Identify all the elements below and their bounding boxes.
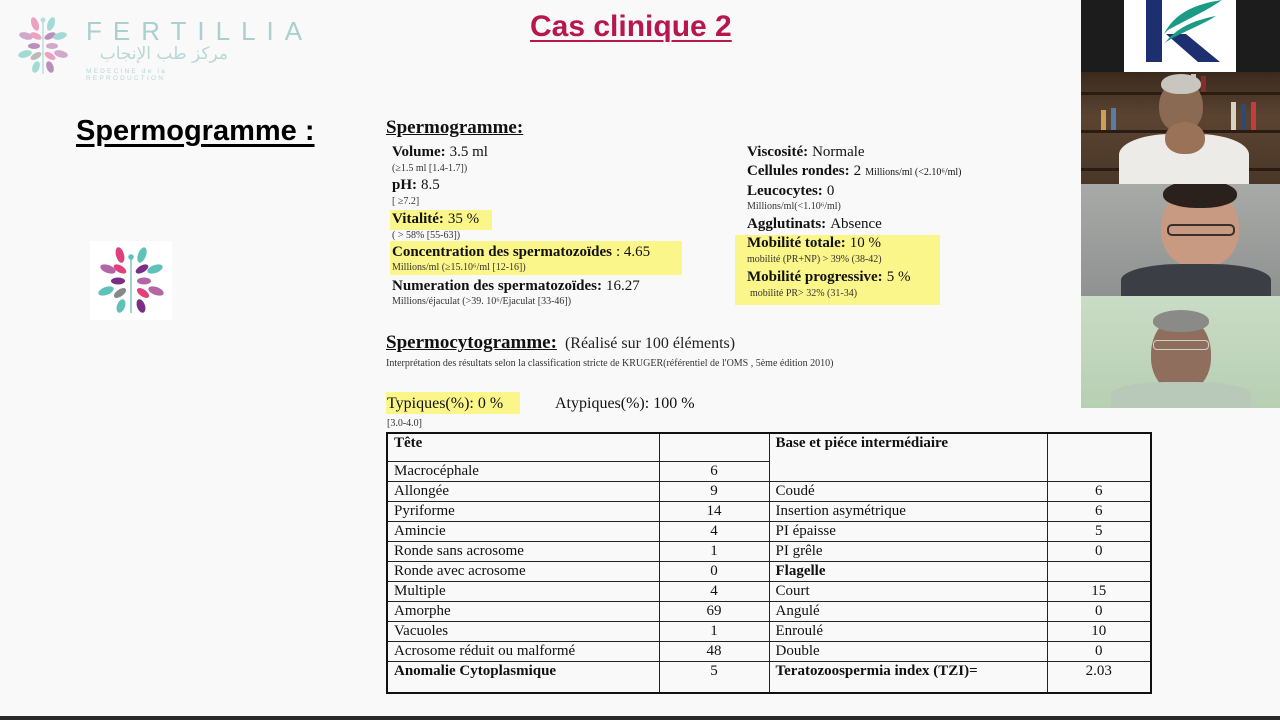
mobilite-totale-ref: mobilité (PR+NP) > 39% (38-42)	[747, 254, 882, 265]
cell-label: Coudé	[769, 481, 1047, 501]
spermogramme-title: Spermogramme:	[386, 117, 524, 138]
cell-value: 15	[1047, 581, 1151, 601]
numeration-ref: Millions/éjaculat (>39. 10⁶/Ejaculat [33-46])	[392, 296, 572, 307]
cell-label: Amorphe	[387, 601, 659, 621]
table-row	[387, 581, 1151, 601]
mobilite-totale-value: 10 %	[849, 235, 881, 251]
cell-label: Vacuoles	[387, 621, 659, 641]
mobilite-progressive-ref: mobilité PR> 32% (31-34)	[750, 288, 858, 299]
lab-report	[386, 115, 1156, 715]
leucocytes-ref: Millions/ml(<1.10⁶/ml)	[747, 201, 841, 212]
viscosite-label: Viscosité:	[747, 144, 809, 160]
field-leucocytes	[747, 182, 834, 200]
field-concentration	[392, 243, 650, 261]
vitalite-value: 35 %	[447, 211, 480, 227]
cell-label: Ronde avec acrosome	[387, 561, 659, 581]
concentration-value: : 4.65	[615, 244, 651, 260]
cell-label: Ronde sans acrosome	[387, 541, 659, 561]
cell-value: 0	[659, 561, 769, 581]
mobilite-progressive-label: Mobilité progressive:	[747, 269, 883, 285]
numeration-label: Numeration des spermatozoïdes:	[392, 278, 602, 294]
spermocytogramme-note: (Réalisé sur 100 éléments)	[564, 335, 736, 352]
fertillia-logo	[12, 14, 314, 82]
cell-value: 1	[659, 621, 769, 641]
agglutinats-label: Agglutinats:	[747, 216, 827, 232]
ph-value: 8.5	[421, 177, 440, 193]
spermocytogramme-title: Spermocytogramme:	[386, 332, 557, 353]
cell-value: 5	[1047, 521, 1151, 541]
cellules-value: 2	[853, 163, 862, 179]
viscosite-value: Normale	[812, 144, 865, 160]
cell-value: 6	[1047, 501, 1151, 521]
field-cellules-rondes	[747, 162, 962, 180]
interpretation-note: Interprétation des résultats selon la classification stricte de KRUGER(référentiel de l'OMS , 5ème édition 2010)	[386, 358, 834, 369]
cellules-label: Cellules rondes:	[747, 163, 850, 179]
spermogramme-title-row	[386, 117, 523, 139]
section-heading: Spermogramme :	[76, 115, 315, 147]
cell-value: 10	[1047, 621, 1151, 641]
vitalite-label: Vitalité:	[392, 211, 444, 227]
header-tete: Tête	[387, 433, 659, 461]
logo-subtitle: MEDECINE de la REPRODUCTION	[86, 68, 168, 82]
cell-label: PI épaisse	[769, 521, 1047, 541]
volume-label: Volume:	[392, 144, 446, 160]
numeration-value: 16.27	[605, 278, 640, 294]
header-empty-right	[1047, 433, 1151, 481]
flower-logo-icon	[12, 14, 74, 76]
cell-label: Angulé	[769, 601, 1047, 621]
video-tile-host-logo[interactable]	[1081, 0, 1280, 72]
cell-value	[1047, 561, 1151, 581]
cell-label: Anomalie Cytoplasmique	[387, 661, 659, 693]
atypiques	[555, 395, 695, 413]
mobilite-totale-label: Mobilité totale:	[747, 235, 846, 251]
atypiques-value: Atypiques(%): 100 %	[555, 395, 695, 412]
typiques-value: Typiques(%): 0 %	[387, 395, 504, 412]
volume-ref: (≥1.5 ml [1.4-1.7])	[392, 163, 468, 174]
field-viscosite	[747, 143, 865, 161]
header-empty	[659, 433, 769, 461]
field-numeration	[392, 277, 640, 295]
cell-label: Insertion asymétrique	[769, 501, 1047, 521]
table-row	[387, 561, 1151, 581]
cell-label: Double	[769, 641, 1047, 661]
typiques	[387, 395, 503, 413]
k-logo-icon	[1124, 0, 1236, 72]
table-row	[387, 521, 1151, 541]
cell-value: 4	[659, 581, 769, 601]
field-mobilite-progressive	[747, 268, 910, 286]
field-vitalite	[392, 210, 479, 228]
cell-label: Enroulé	[769, 621, 1047, 641]
leucocytes-label: Leucocytes:	[747, 183, 823, 199]
cell-label: Acrosome réduit ou malformé	[387, 641, 659, 661]
cell-label: Macrocéphale	[387, 461, 659, 481]
cellules-unit: Millions/ml (<2.10⁶/ml)	[865, 167, 962, 178]
field-volume	[392, 143, 488, 161]
slide-title: Cas clinique 2	[530, 10, 732, 43]
cell-label: Court	[769, 581, 1047, 601]
cell-label: Amincie	[387, 521, 659, 541]
table-row	[387, 501, 1151, 521]
cell-value: 0	[1047, 601, 1151, 621]
video-tile-participant-3[interactable]	[1081, 296, 1280, 408]
video-tile-participant-2[interactable]	[1081, 184, 1280, 296]
cell-value: 0	[1047, 641, 1151, 661]
cell-value-tzi: 2.03	[1047, 661, 1151, 693]
video-participants-panel	[1081, 0, 1280, 408]
agglutinats-value: Absence	[830, 216, 882, 232]
vitalite-ref: ( > 58% [55-63])	[392, 230, 461, 241]
cell-value: 5	[659, 661, 769, 693]
table-row	[387, 541, 1151, 561]
cell-label: Pyriforme	[387, 501, 659, 521]
concentration-label: Concentration des spermatozoïdes	[392, 244, 612, 260]
typiques-ref: [3.0-4.0]	[387, 418, 422, 429]
volume-value: 3.5 ml	[449, 144, 488, 160]
field-ph	[392, 176, 440, 194]
leucocytes-value: 0	[826, 183, 835, 199]
cell-label-tzi: Teratozoospermia index (TZI)=	[769, 661, 1047, 693]
field-agglutinats	[747, 215, 882, 233]
logo-arabic-text: مركز طب الإنجاب	[99, 44, 228, 64]
table-row	[387, 661, 1151, 693]
cell-value: 48	[659, 641, 769, 661]
spermocytogramme-title-row	[386, 332, 735, 354]
concentration-ref: Millions/ml (≥15.10⁶/ml [12-16])	[392, 262, 526, 273]
cell-value: 1	[659, 541, 769, 561]
table-row	[387, 601, 1151, 621]
ph-label: pH:	[392, 177, 418, 193]
bottom-border	[0, 716, 1280, 720]
cell-value: 69	[659, 601, 769, 621]
ph-ref: [ ≥7.2]	[392, 196, 420, 207]
cell-value: 6	[659, 461, 769, 481]
logo-brand-name: FERTILLIA	[86, 16, 314, 46]
video-tile-participant-1[interactable]	[1081, 72, 1280, 184]
morphology-table	[386, 432, 1152, 694]
table-row	[387, 641, 1151, 661]
table-row	[387, 481, 1151, 501]
cell-label: Multiple	[387, 581, 659, 601]
cell-value: 4	[659, 521, 769, 541]
cell-label-flagelle: Flagelle	[769, 561, 1047, 581]
cell-value: 14	[659, 501, 769, 521]
cell-value: 0	[1047, 541, 1151, 561]
header-base: Base et piéce intermédiaire	[769, 433, 1047, 481]
cell-label: PI grêle	[769, 541, 1047, 561]
table-row	[387, 621, 1151, 641]
table-header-row	[387, 433, 1151, 461]
cell-value: 9	[659, 481, 769, 501]
cell-label: Allongée	[387, 481, 659, 501]
fertillia-badge-icon	[90, 241, 172, 320]
field-mobilite-totale	[747, 234, 881, 252]
cell-value: 6	[1047, 481, 1151, 501]
mobilite-progressive-value: 5 %	[886, 269, 911, 285]
